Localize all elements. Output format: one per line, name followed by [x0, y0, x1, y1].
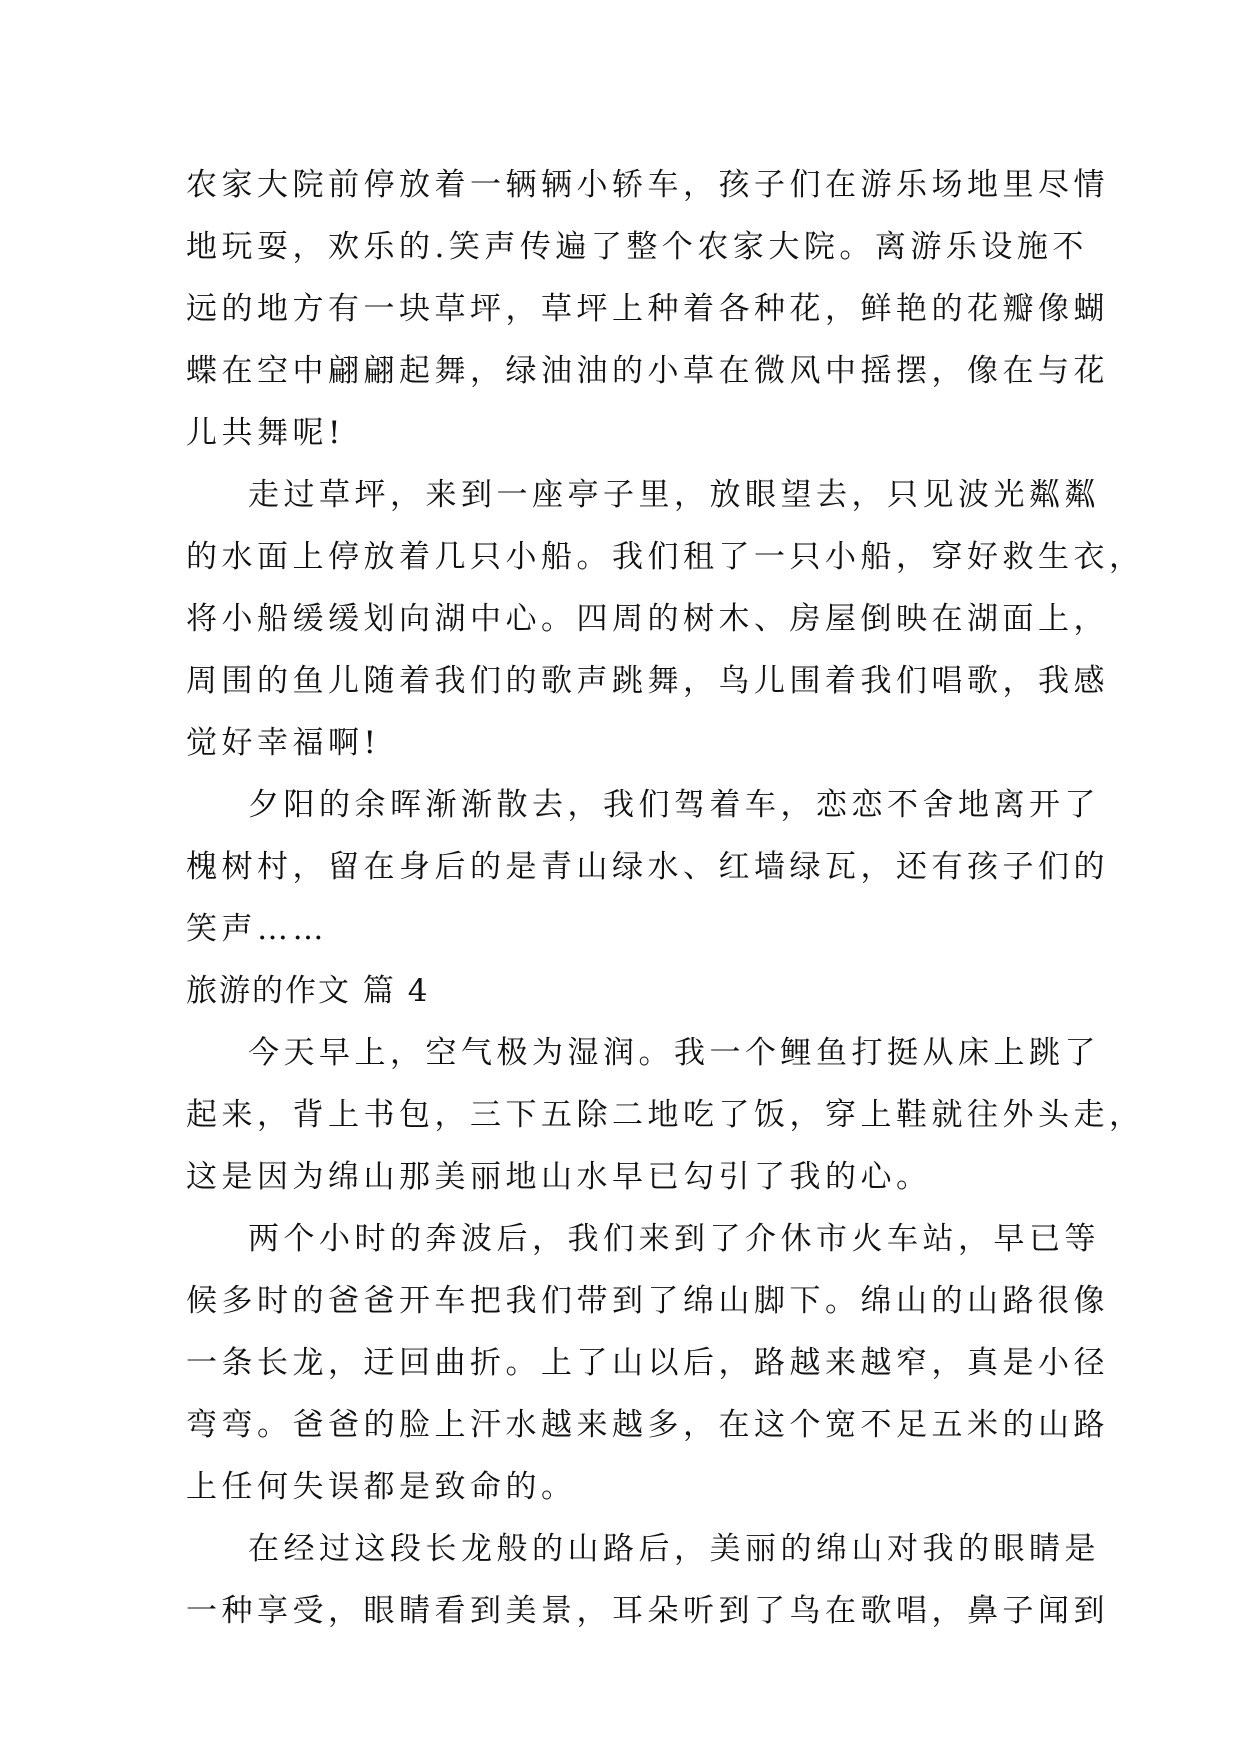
paragraph-4: [186, 1022, 1145, 1208]
text-line: 这是因为绵山那美丽地山水早已勾引了我的心。: [186, 1159, 932, 1195]
document-body: [186, 154, 1145, 1642]
text-line: 夕阳的余晖渐渐散去，我们驾着车，恋恋不舍地离开了: [248, 787, 1100, 823]
text-line: 候多时的爸爸开车把我们带到了绵山脚下。绵山的山路很像: [186, 1283, 1109, 1319]
paragraph-2: [186, 464, 1145, 774]
text-line: 远的地方有一块草坪，草坪上种着各种花，鲜艳的花瓣像蝴: [186, 291, 1109, 327]
text-line: 笑声……: [186, 911, 328, 947]
text-line: 一条长龙，迂回曲折。上了山以后，路越来越窄，真是小径: [186, 1345, 1109, 1381]
text-line: 地玩耍，欢乐的.笑声传遍了整个农家大院。离游乐设施不: [186, 229, 1088, 265]
section-heading: 旅游的作文 篇 4: [186, 973, 430, 1009]
text-line: 农家大院前停放着一辆辆小轿车，孩子们在游乐场地里尽情: [186, 167, 1109, 203]
text-line: 将小船缓缓划向湖中心。四周的树木、房屋倒映在湖面上，: [186, 601, 1109, 637]
text-line: 一种享受，眼睛看到美景，耳朵听到了鸟在歌唱，鼻子闻到: [186, 1593, 1109, 1629]
text-line: 周围的鱼儿随着我们的歌声跳舞，鸟儿围着我们唱歌，我感: [186, 663, 1109, 699]
text-line: 在经过这段长龙般的山路后，美丽的绵山对我的眼睛是: [248, 1531, 1100, 1567]
paragraph-5: [186, 1208, 1109, 1518]
text-line: 儿共舞呢!: [186, 415, 345, 451]
text-line: 觉好幸福啊!: [186, 725, 381, 761]
text-line: 起来，背上书包，三下五除二地吃了饭，穿上鞋就往外头走，: [186, 1097, 1145, 1133]
paragraph-6: [186, 1518, 1109, 1642]
text-line: 上任何失误都是致命的。: [186, 1469, 577, 1505]
paragraph-3: [186, 774, 1109, 960]
text-line: 蝶在空中翩翩起舞，绿油油的小草在微风中摇摆，像在与花: [186, 353, 1109, 389]
text-line: 今天早上，空气极为湿润。我一个鲤鱼打挺从床上跳了: [248, 1035, 1100, 1071]
text-line: 槐树村，留在身后的是青山绿水、红墙绿瓦，还有孩子们的: [186, 849, 1109, 885]
paragraph-1: [186, 154, 1109, 464]
text-line: 弯弯。爸爸的脸上汗水越来越多，在这个宽不足五米的山路: [186, 1407, 1109, 1443]
text-line: 两个小时的奔波后，我们来到了介休市火车站，早已等: [248, 1221, 1100, 1257]
text-line: 的水面上停放着几只小船。我们租了一只小船，穿好救生衣，: [186, 539, 1145, 575]
text-line: 走过草坪，来到一座亭子里，放眼望去，只见波光粼粼: [248, 477, 1100, 513]
